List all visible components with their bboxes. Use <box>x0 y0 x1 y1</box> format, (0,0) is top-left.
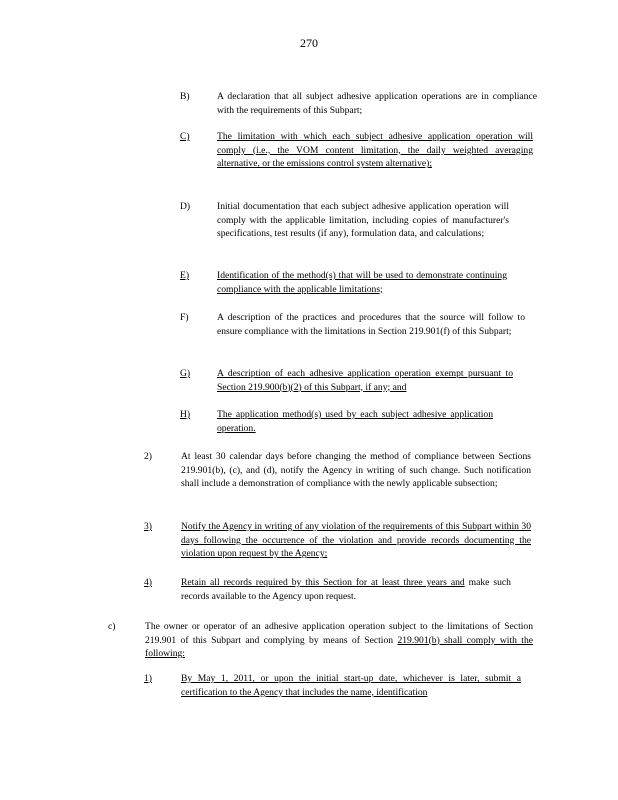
item-text <box>181 576 511 603</box>
item-text: Identification of the method(s) that will be used to demonstrate continuing compliance with the applicable limitations; <box>217 270 507 295</box>
item-label: 2) <box>144 451 152 462</box>
item-label: 3) <box>144 521 152 532</box>
item-label: 1) <box>144 673 152 684</box>
item-label: E) <box>180 270 190 281</box>
item-text: The limitation with which each subject adhesive application operation will comply (i.e., the VOM content limitation, the daily weighted averaging alternative, or the emissions control system alternative); <box>217 131 533 170</box>
item-label: 4) <box>144 577 152 588</box>
item-label: D) <box>180 201 191 212</box>
item-text <box>145 620 533 661</box>
item-text-rest: make such records available to the Agency upon request. <box>181 577 511 602</box>
page-number: 270 <box>300 36 318 50</box>
item-label: C) <box>180 131 190 142</box>
item-text-plain: The owner or operator of an adhesive application operation subject to the limitations of Section 219.901 of this Subpart and complying by means of Section <box>145 621 533 646</box>
item-text: At least 30 calendar days before changing the method of compliance between Sections 219.901(b), (c), and (d), notify the Agency in writing of such change. Such notification shall include a demonstration of compliance with the newly applicable subsection; <box>181 451 531 490</box>
item-label: H) <box>180 409 191 420</box>
item-text: By May 1, 2011, or upon the initial start-up date, whichever is later, submit a certification to the Agency that includes the name, identification <box>181 673 521 698</box>
item-label: B) <box>180 91 190 102</box>
item-label: c) <box>108 621 116 632</box>
item-text: A declaration that all subject adhesive application operations are in compliance with the requirements of this Subpart; <box>217 91 537 116</box>
item-text: The application method(s) used by each subject adhesive application operation. <box>217 409 493 434</box>
item-text-underlined: Retain all records required by this Section for at least three years and <box>181 577 465 588</box>
item-text: A description of the practices and procedures that the source will follow to ensure compliance with the limitations in Section 219.901(f) of this Subpart; <box>217 312 525 337</box>
item-text-underlined: 219.901(b) shall comply with the following: <box>145 634 533 660</box>
item-label: F) <box>180 312 189 323</box>
item-text: Notify the Agency in writing of any violation of the requirements of this Subpart within 30 days following the occurrence of the violation and provide records documenting the violation upon request by the Agency; <box>181 521 531 560</box>
item-text: Initial documentation that each subject adhesive application operation will comply with the applicable limitation, including copies of manufacturer's specifications, test results (if any), formulation data, and calculations; <box>217 201 509 240</box>
item-label: G) <box>180 368 191 379</box>
item-text: A description of each adhesive application operation exempt pursuant to Section 219.900(b)(2) of this Subpart, if any; and <box>217 368 513 393</box>
